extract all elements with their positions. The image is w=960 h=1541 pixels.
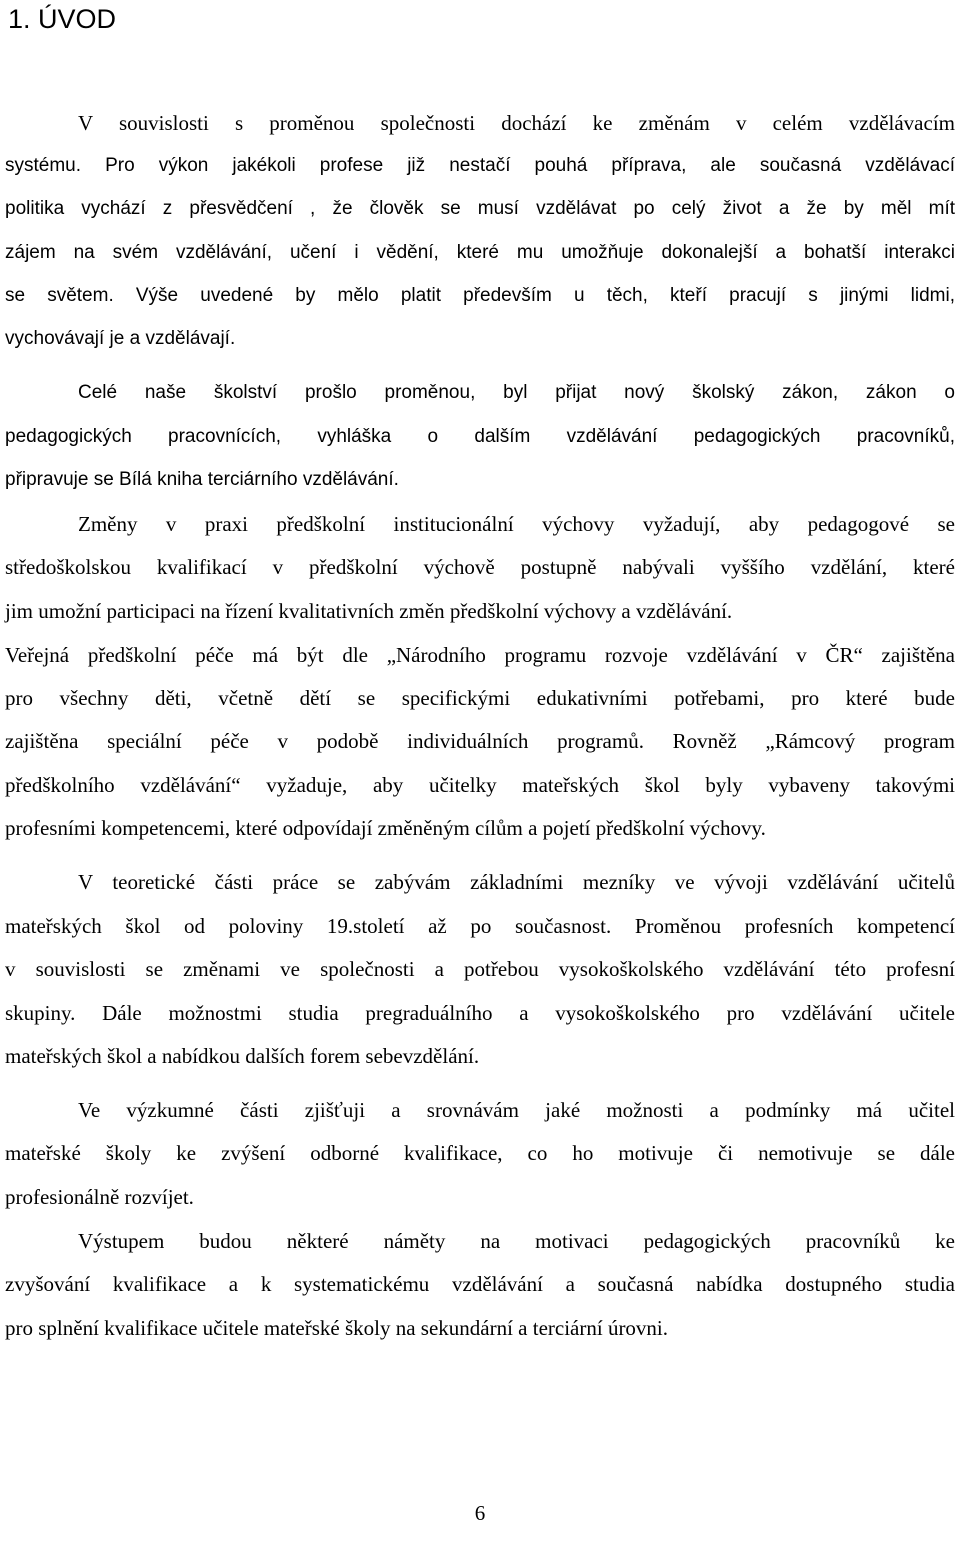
paragraph-line: V teoretické části práce se zabývám základními mezníky ve vývoji vzdělávání učitelů	[78, 870, 955, 894]
paragraph-line: mateřské školy ke zvýšení odborné kvalifikace, co ho motivuje či nemotivuje se dále	[5, 1141, 955, 1165]
paragraph-line: Změny v praxi předškolní institucionální výchovy vyžadují, aby pedagogové se	[78, 512, 955, 536]
paragraph-line: mateřských škol a nabídkou dalších forem sebevzdělání.	[5, 1044, 480, 1068]
paragraph-line: profesními kompetencemi, které odpovídají změněným cílům a pojetí předškolní výchovy.	[5, 816, 766, 840]
chapter-heading: 1. ÚVOD	[8, 4, 117, 34]
paragraph-line: Veřejná předškolní péče má být dle „Národního programu rozvoje vzdělávání v ČR“ zajištěna	[5, 643, 955, 667]
paragraph-line: vychovávají je a vzdělávají.	[5, 328, 236, 349]
paragraph-line: pro všechny děti, včetně dětí se specifickými edukativními potřebami, pro které bude	[5, 686, 955, 710]
paragraph-line: Celé naše školství prošlo proměnou, byl přijat nový školský zákon, zákon o	[78, 382, 955, 403]
paragraph-line: středoškolskou kvalifikací v předškolní výchově postupně nabývali vyššího vzdělání, které	[5, 555, 955, 579]
paragraph-line: V souvislosti s proměnou společnosti dochází ke změnám v celém vzdělávacím	[78, 111, 955, 135]
paragraph-line: systému. Pro výkon jakékoli profese již nestačí pouhá příprava, ale současná vzdělávací	[5, 155, 955, 176]
page-number: 6	[474, 1501, 486, 1525]
paragraph-line: pro splnění kvalifikace učitele mateřské školy na sekundární a terciární úrovni.	[5, 1316, 669, 1340]
paragraph-line: Výstupem budou některé náměty na motivaci pedagogických pracovníků ke	[78, 1229, 955, 1253]
paragraph-line: v souvislosti se změnami ve společnosti a potřebou vysokoškolského vzdělávání této profesní	[5, 957, 955, 981]
paragraph-line: zájem na svém vzdělávání, učení i vědění, které mu umožňuje dokonalejší a bohatší interakci	[5, 242, 955, 263]
paragraph-line: Ve výzkumné části zjišťuji a srovnávám jaké možnosti a podmínky má učitel	[78, 1098, 955, 1122]
paragraph-line: skupiny. Dále možnostmi studia pregraduálního a vysokoškolského pro vzdělávání učitele	[5, 1001, 955, 1025]
paragraph-line: mateřských škol od poloviny 19.století až po současnost. Proměnou profesních kompetencí	[5, 914, 955, 938]
paragraph-line: připravuje se Bílá kniha terciárního vzdělávání.	[5, 469, 399, 490]
paragraph-line: jim umožní participaci na řízení kvalitativních změn předškolní výchovy a vzdělávání.	[5, 599, 733, 623]
paragraph-line: profesionálně rozvíjet.	[5, 1185, 194, 1209]
paragraph-line: předškolního vzdělávání“ vyžaduje, aby učitelky mateřských škol byly vybaveny takovými	[5, 773, 955, 797]
paragraph-line: zvyšování kvalifikace a k systematickému vzdělávání a současná nabídka dostupného studia	[5, 1272, 955, 1296]
paragraph-line: se světem. Výše uvedené by mělo platit především u těch, kteří pracují s jinými lidmi,	[5, 285, 955, 306]
paragraph-line: pedagogických pracovnících, vyhláška o dalším vzdělávání pedagogických pracovníků,	[5, 426, 955, 447]
paragraph-line: zajištěna speciální péče v podobě individuálních programů. Rovněž „Rámcový program	[5, 729, 955, 753]
paragraph-line: politika vychází z přesvědčení , že člověk se musí vzdělávat po celý život a že by měl mít	[5, 198, 955, 219]
